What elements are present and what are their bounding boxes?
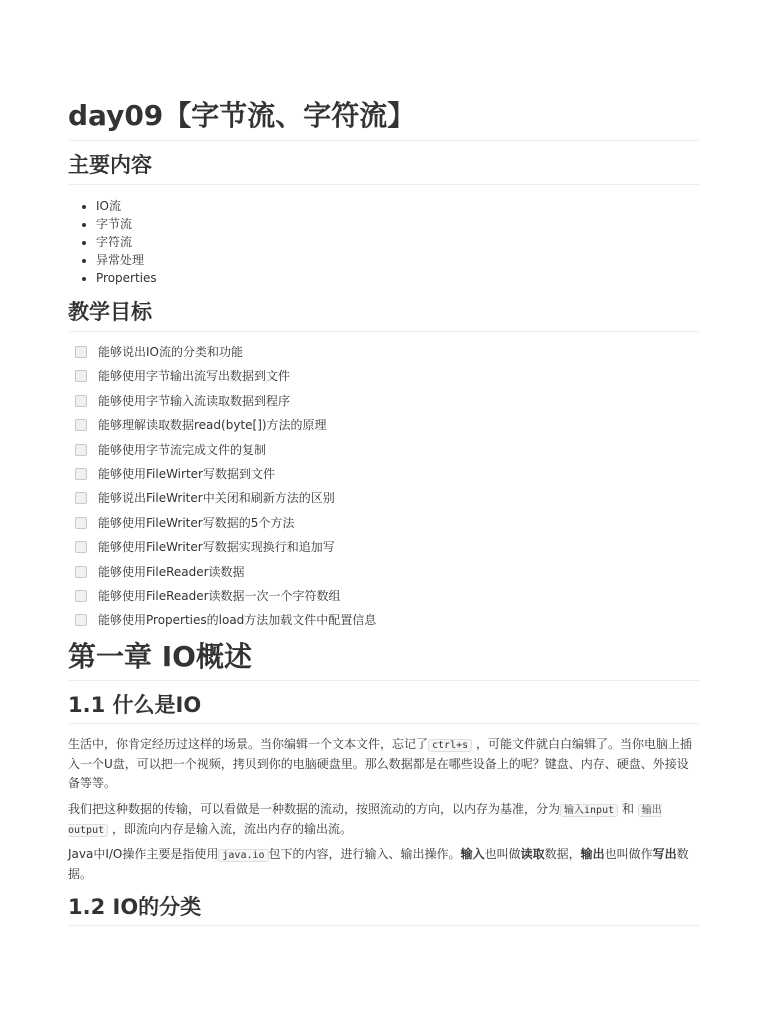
- text-run: 数据，: [544, 847, 581, 861]
- task-label: 能够使用FileReader读数据: [98, 564, 245, 579]
- task-label: 能够使用字节输入流读取数据到程序: [98, 393, 291, 408]
- heading-teaching-goals: 教学目标: [68, 296, 700, 332]
- list-item: • Properties: [96, 269, 157, 287]
- task-checkbox[interactable]: [75, 566, 87, 578]
- list-item: • 字符流: [96, 233, 157, 251]
- inline-code: java.io: [218, 849, 268, 862]
- task-label: 能够使用FileReader读数据一次一个字符数组: [98, 588, 341, 603]
- text-run: 也叫做: [484, 847, 521, 861]
- inline-code: ctrl+s: [428, 739, 472, 752]
- text-run: 生活中，你肯定经历过这样的场景。当你编辑一个文本文件，忘记了: [68, 737, 429, 751]
- text-run: 和: [618, 802, 638, 816]
- task-checkbox[interactable]: [75, 395, 87, 407]
- section-heading: 1.2 IO的分类: [68, 891, 700, 926]
- text-run: ，可能文件就白白编辑了。当你电脑上插入一个U盘，可以把一个视频，拷贝到你的电脑硬盘里。那么数据都是在哪些设备上的呢？键盘、内存、硬盘、外接设备等等。: [68, 737, 692, 790]
- task-item: [68, 513, 376, 537]
- task-item: [68, 586, 376, 610]
- teaching-goals-task-list: [68, 342, 376, 635]
- main-contents-list: [68, 197, 157, 287]
- bold-text: 输出: [580, 847, 605, 861]
- task-checkbox[interactable]: [75, 419, 87, 431]
- text-run: 我们把这种数据的传输，可以看做是一种数据的流动，按照流动的方向，以内存为基准，分为: [68, 802, 561, 816]
- task-checkbox[interactable]: [75, 541, 87, 553]
- list-item: • 异常处理: [96, 251, 157, 269]
- task-checkbox[interactable]: [75, 468, 87, 480]
- task-checkbox[interactable]: [75, 590, 87, 602]
- task-checkbox[interactable]: [75, 517, 87, 529]
- text-run: Java中I/O操作主要是指使用: [68, 847, 219, 861]
- bold-text: 写出: [652, 847, 677, 861]
- section-heading: 1.1 什么是IO: [68, 689, 700, 724]
- list-item: • IO流: [96, 197, 157, 215]
- inline-code: 输入input: [560, 804, 618, 817]
- chapter-heading: 第一章 IO概述: [68, 636, 700, 681]
- task-item: [68, 610, 376, 634]
- task-checkbox[interactable]: [75, 370, 87, 382]
- task-item: [68, 440, 376, 464]
- inline-code: 输出output: [68, 805, 662, 836]
- task-item: [68, 488, 376, 512]
- task-checkbox[interactable]: [75, 346, 87, 358]
- text-run: 数据。: [68, 847, 689, 881]
- task-label: 能够说出FileWriter中关闭和刷新方法的区别: [98, 491, 335, 506]
- task-label: 能够使用FileWirter写数据到文件: [98, 466, 275, 481]
- task-label: 能够使用FileWriter写数据的5个方法: [98, 515, 295, 530]
- task-label: 能够使用字节流完成文件的复制: [98, 442, 267, 457]
- paragraph: [68, 845, 700, 884]
- task-checkbox[interactable]: [75, 492, 87, 504]
- task-item: [68, 391, 376, 415]
- bold-text: 读取: [520, 847, 545, 861]
- task-checkbox[interactable]: [75, 614, 87, 626]
- text-run: ，即流向内存是输入流，流出内存的输出流。: [108, 822, 352, 836]
- task-label: 能够使用字节输出流写出数据到文件: [98, 369, 291, 384]
- task-label: 能够使用FileWriter写数据实现换行和追加写: [98, 540, 335, 555]
- list-item: • 字节流: [96, 215, 157, 233]
- task-label: 能够说出IO流的分类和功能: [98, 345, 243, 359]
- document-title: day09【字节流、字符流】: [68, 96, 700, 141]
- task-item: [68, 537, 376, 561]
- text-run: 包下的内容，进行输入、输出操作。: [268, 847, 461, 861]
- paragraph: [68, 735, 700, 793]
- task-label: 能够使用Properties的load方法加载文件中配置信息: [98, 613, 377, 628]
- task-item: [68, 342, 376, 366]
- text-run: 也叫做作: [604, 847, 653, 861]
- task-checkbox[interactable]: [75, 444, 87, 456]
- paragraph: [68, 800, 700, 840]
- task-item: [68, 562, 376, 586]
- bold-text: 输入: [460, 847, 485, 861]
- task-item: [68, 415, 376, 439]
- task-item: [68, 366, 376, 390]
- task-item: [68, 464, 376, 488]
- task-label: 能够理解读取数据read(byte[])方法的原理: [98, 418, 327, 433]
- heading-main-contents: 主要内容: [68, 149, 700, 185]
